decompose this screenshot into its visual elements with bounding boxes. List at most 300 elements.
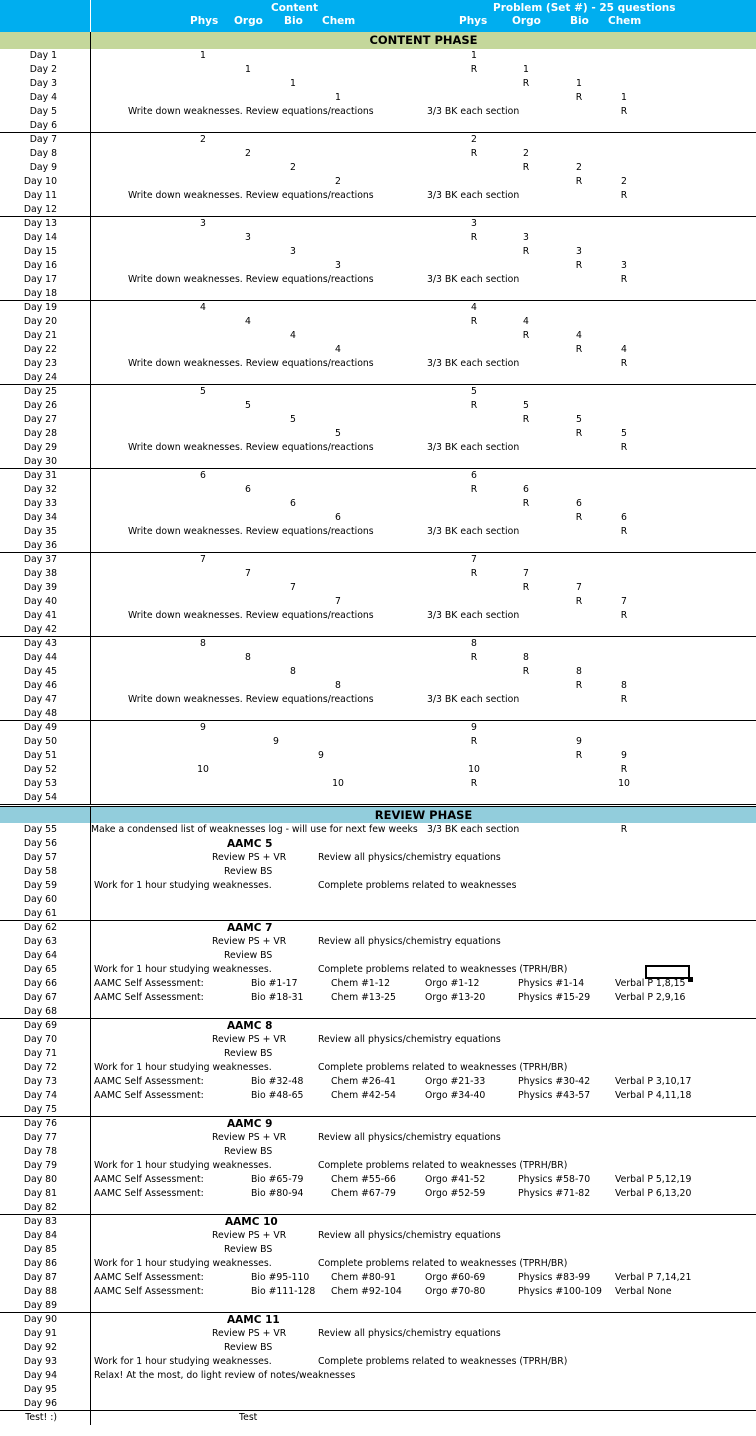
day-label[interactable]: Test! :): [25, 1412, 57, 1423]
cell-note[interactable]: Write down weaknesses. Review equations/reactions: [128, 442, 374, 453]
cell-pp[interactable]: 5: [471, 386, 477, 397]
cell-bk[interactable]: 3/3 BK each section: [427, 824, 520, 835]
cell-note[interactable]: Write down weaknesses. Review equations/reactions: [128, 358, 374, 369]
cell-pb[interactable]: 7: [576, 582, 582, 593]
day-label[interactable]: Day 49: [23, 722, 57, 733]
day-label[interactable]: Day 34: [23, 512, 57, 523]
day-label[interactable]: Day 61: [23, 908, 57, 919]
cell-pp[interactable]: 1: [471, 50, 477, 61]
cell-pc[interactable]: R: [620, 442, 628, 453]
cell-pp[interactable]: 2: [471, 134, 477, 145]
cell-cp[interactable]: 1: [200, 50, 206, 61]
cell-pb[interactable]: 4: [576, 330, 582, 341]
day-label[interactable]: Day 37: [23, 554, 57, 565]
cell-phys[interactable]: Physics #43-57: [518, 1090, 591, 1101]
cell-po[interactable]: R: [522, 162, 530, 173]
cell-co[interactable]: 7: [245, 568, 251, 579]
cell-bio[interactable]: Bio #111-128: [251, 1286, 316, 1297]
day-label[interactable]: Day 75: [23, 1104, 57, 1115]
day-label[interactable]: Day 14: [23, 232, 57, 243]
cell-ps[interactable]: Review PS + VR: [212, 852, 287, 863]
cell-pc[interactable]: 9: [621, 750, 627, 761]
cell-ps[interactable]: Review PS + VR: [212, 1230, 287, 1241]
cell-chem[interactable]: Chem #1-12: [331, 978, 391, 989]
day-label[interactable]: Day 79: [23, 1160, 57, 1171]
cell-work[interactable]: Work for 1 hour studying weaknesses.: [94, 880, 272, 891]
cell-ps[interactable]: Review PS + VR: [212, 936, 287, 947]
cell-bs[interactable]: Review BS: [224, 1048, 273, 1059]
day-label[interactable]: Day 13: [23, 218, 57, 229]
cell-cc[interactable]: 3: [335, 260, 341, 271]
cell-pb[interactable]: R: [575, 512, 583, 523]
cell-orgo[interactable]: Orgo #41-52: [425, 1174, 486, 1185]
cell-bio[interactable]: Bio #80-94: [251, 1188, 304, 1199]
day-label[interactable]: Day 68: [23, 1006, 57, 1017]
cell-cc[interactable]: 10: [332, 778, 344, 789]
cell-work[interactable]: AAMC Self Assessment:: [94, 1286, 204, 1297]
cell-work[interactable]: AAMC Self Assessment:: [94, 1188, 204, 1199]
day-label[interactable]: Day 53: [23, 778, 57, 789]
cell-cp[interactable]: 10: [197, 764, 209, 775]
cell-wide[interactable]: Make a condensed list of weaknesses log - will use for next few weeks: [91, 824, 418, 835]
cell-pb[interactable]: 6: [576, 498, 582, 509]
cell-eq[interactable]: Review all physics/chemistry equations: [318, 1034, 501, 1045]
day-label[interactable]: Day 63: [23, 936, 57, 947]
cell-verbal[interactable]: Verbal P 5,12,19: [615, 1174, 692, 1185]
cell-pb[interactable]: 8: [576, 666, 582, 677]
cell-ps[interactable]: Review PS + VR: [212, 1132, 287, 1143]
day-label[interactable]: Day 31: [23, 470, 57, 481]
cell-note[interactable]: Write down weaknesses. Review equations/reactions: [128, 610, 374, 621]
cell-bs[interactable]: Review BS: [224, 1342, 273, 1353]
cell-pb[interactable]: R: [575, 428, 583, 439]
cell-eq[interactable]: Review all physics/chemistry equations: [318, 1132, 501, 1143]
cell-pb[interactable]: 2: [576, 162, 582, 173]
cell-po[interactable]: 4: [523, 316, 529, 327]
cell-pp[interactable]: R: [470, 316, 478, 327]
day-label[interactable]: Day 28: [23, 428, 57, 439]
cell-pb[interactable]: R: [575, 260, 583, 271]
cell-pc[interactable]: R: [620, 106, 628, 117]
cell-bk[interactable]: 3/3 BK each section: [427, 106, 520, 117]
day-label[interactable]: Day 33: [23, 498, 57, 509]
day-label[interactable]: Day 85: [23, 1244, 57, 1255]
day-label[interactable]: Day 66: [23, 978, 57, 989]
cell-pp[interactable]: R: [470, 778, 478, 789]
day-label[interactable]: Day 51: [23, 750, 57, 761]
day-label[interactable]: Day 40: [23, 596, 57, 607]
day-label[interactable]: Day 76: [23, 1118, 57, 1129]
day-label[interactable]: Day 2: [29, 64, 57, 75]
day-label[interactable]: Day 90: [23, 1314, 57, 1325]
cell-co[interactable]: 4: [245, 316, 251, 327]
cell-orgo[interactable]: Orgo #70-80: [425, 1286, 486, 1297]
cell-phys[interactable]: Physics #71-82: [518, 1188, 591, 1199]
cell-orgo[interactable]: Orgo #52-59: [425, 1188, 486, 1199]
cell-chem[interactable]: Chem #26-41: [331, 1076, 396, 1087]
day-label[interactable]: Day 80: [23, 1174, 57, 1185]
day-label[interactable]: Day 16: [23, 260, 57, 271]
cell-pc[interactable]: 5: [621, 428, 627, 439]
cell-po[interactable]: R: [522, 582, 530, 593]
cell-orgo[interactable]: Orgo #1-12: [425, 978, 480, 989]
cell-cp[interactable]: 8: [200, 638, 206, 649]
day-label[interactable]: Day 57: [23, 852, 57, 863]
cell-pp[interactable]: R: [470, 232, 478, 243]
cell-pp[interactable]: R: [470, 148, 478, 159]
day-label[interactable]: Day 45: [23, 666, 57, 677]
cell-pb[interactable]: R: [575, 176, 583, 187]
day-label[interactable]: Day 91: [23, 1328, 57, 1339]
cell-po[interactable]: 1: [523, 64, 529, 75]
cell-eq[interactable]: Complete problems related to weaknesses (TPRH/BR): [318, 1062, 568, 1073]
cell-eq[interactable]: Review all physics/chemistry equations: [318, 1230, 501, 1241]
cell-bs[interactable]: Review BS: [224, 866, 273, 877]
cell-pc[interactable]: R: [620, 190, 628, 201]
day-label[interactable]: Day 77: [23, 1132, 57, 1143]
cell-eq[interactable]: Review all physics/chemistry equations: [318, 1328, 501, 1339]
cell-cp[interactable]: 2: [200, 134, 206, 145]
cell-chem[interactable]: Chem #80-91: [331, 1272, 396, 1283]
cell-pb[interactable]: 3: [576, 246, 582, 257]
cell-pb[interactable]: 5: [576, 414, 582, 425]
cell-po[interactable]: 8: [523, 652, 529, 663]
cell-po[interactable]: R: [522, 246, 530, 257]
day-label[interactable]: Day 69: [23, 1020, 57, 1031]
cell-note[interactable]: Write down weaknesses. Review equations/reactions: [128, 106, 374, 117]
cell-po[interactable]: R: [522, 498, 530, 509]
cell-verbal[interactable]: Verbal P 6,13,20: [615, 1188, 692, 1199]
cell-note[interactable]: Write down weaknesses. Review equations/reactions: [128, 694, 374, 705]
active-cell-selection[interactable]: [645, 965, 690, 979]
day-label[interactable]: Day 18: [23, 288, 57, 299]
cell-pc[interactable]: 4: [621, 344, 627, 355]
cell-bk[interactable]: 3/3 BK each section: [427, 358, 520, 369]
cell-eq[interactable]: Complete problems related to weaknesses (TPRH/BR): [318, 1356, 568, 1367]
cell-work[interactable]: Work for 1 hour studying weaknesses.: [94, 1160, 272, 1171]
cell-aamc[interactable]: AAMC 7: [227, 922, 273, 934]
day-label[interactable]: Day 94: [23, 1370, 57, 1381]
cell-po[interactable]: 6: [523, 484, 529, 495]
cell-cp[interactable]: 4: [200, 302, 206, 313]
cell-bs[interactable]: Review BS: [224, 1146, 273, 1157]
cell-pc[interactable]: R: [620, 764, 628, 775]
cell-bk[interactable]: 3/3 BK each section: [427, 694, 520, 705]
cell-pp[interactable]: 8: [471, 638, 477, 649]
day-label[interactable]: Day 54: [23, 792, 57, 803]
day-label[interactable]: Day 42: [23, 624, 57, 635]
day-label[interactable]: Day 87: [23, 1272, 57, 1283]
cell-pb[interactable]: R: [575, 92, 583, 103]
cell-work[interactable]: Work for 1 hour studying weaknesses.: [94, 1062, 272, 1073]
cell-bk[interactable]: 3/3 BK each section: [427, 190, 520, 201]
day-label[interactable]: Day 38: [23, 568, 57, 579]
fill-handle[interactable]: [688, 977, 693, 982]
day-label[interactable]: Day 50: [23, 736, 57, 747]
day-label[interactable]: Day 25: [23, 386, 57, 397]
cell-cb2[interactable]: 9: [318, 750, 324, 761]
cell-cp[interactable]: 6: [200, 470, 206, 481]
cell-po[interactable]: R: [522, 414, 530, 425]
cell-pc[interactable]: 7: [621, 596, 627, 607]
cell-bk[interactable]: 3/3 BK each section: [427, 442, 520, 453]
day-label[interactable]: Day 92: [23, 1342, 57, 1353]
cell-pp[interactable]: R: [470, 568, 478, 579]
cell-cb[interactable]: 4: [290, 330, 296, 341]
cell-pc[interactable]: 8: [621, 680, 627, 691]
day-label[interactable]: Day 56: [23, 838, 57, 849]
cell-bio[interactable]: Bio #95-110: [251, 1272, 310, 1283]
cell-bs[interactable]: Review BS: [224, 1244, 273, 1255]
cell-eq[interactable]: Complete problems related to weaknesses: [318, 880, 517, 891]
cell-cp[interactable]: 7: [200, 554, 206, 565]
cell-chem[interactable]: Chem #42-54: [331, 1090, 396, 1101]
day-label[interactable]: Day 32: [23, 484, 57, 495]
cell-co[interactable]: 1: [245, 64, 251, 75]
day-label[interactable]: Day 88: [23, 1286, 57, 1297]
cell-pc[interactable]: R: [620, 526, 628, 537]
cell-pb[interactable]: R: [575, 344, 583, 355]
cell-pp[interactable]: R: [470, 652, 478, 663]
day-label[interactable]: Day 43: [23, 638, 57, 649]
day-label[interactable]: Day 11: [23, 190, 57, 201]
day-label[interactable]: Day 86: [23, 1258, 57, 1269]
cell-pp[interactable]: 9: [471, 722, 477, 733]
cell-test[interactable]: Test: [239, 1412, 258, 1423]
cell-work[interactable]: AAMC Self Assessment:: [94, 1090, 204, 1101]
cell-po[interactable]: R: [522, 666, 530, 677]
cell-pp[interactable]: R: [470, 484, 478, 495]
cell-co[interactable]: 5: [245, 400, 251, 411]
cell-verbal[interactable]: Verbal P 7,14,21: [615, 1272, 692, 1283]
cell-work[interactable]: Work for 1 hour studying weaknesses.: [94, 964, 272, 975]
cell-cc[interactable]: 4: [335, 344, 341, 355]
day-label[interactable]: Day 81: [23, 1188, 57, 1199]
cell-orgo[interactable]: Orgo #60-69: [425, 1272, 486, 1283]
cell-eq[interactable]: Complete problems related to weaknesses (TPRH/BR): [318, 1258, 568, 1269]
cell-pb[interactable]: 1: [576, 78, 582, 89]
cell-bio[interactable]: Bio #1-17: [251, 978, 298, 989]
cell-cc[interactable]: 5: [335, 428, 341, 439]
cell-note[interactable]: Write down weaknesses. Review equations/reactions: [128, 274, 374, 285]
day-label[interactable]: Day 6: [29, 120, 57, 131]
cell-po[interactable]: R: [522, 330, 530, 341]
day-label[interactable]: Day 48: [23, 708, 57, 719]
cell-cp[interactable]: 5: [200, 386, 206, 397]
cell-ps[interactable]: Review PS + VR: [212, 1328, 287, 1339]
cell-cp[interactable]: 9: [200, 722, 206, 733]
cell-aamc[interactable]: AAMC 11: [227, 1314, 280, 1326]
cell-phys[interactable]: Physics #15-29: [518, 992, 591, 1003]
cell-co[interactable]: 6: [245, 484, 251, 495]
cell-aamc[interactable]: AAMC 5: [227, 838, 273, 850]
day-label[interactable]: Day 4: [29, 92, 57, 103]
cell-cc[interactable]: 7: [335, 596, 341, 607]
cell-verbal[interactable]: Verbal P 1,8,15: [615, 978, 686, 989]
cell-cp[interactable]: 3: [200, 218, 206, 229]
day-label[interactable]: Day 12: [23, 204, 57, 215]
cell-work[interactable]: AAMC Self Assessment:: [94, 1272, 204, 1283]
day-label[interactable]: Day 60: [23, 894, 57, 905]
day-label[interactable]: Day 41: [23, 610, 57, 621]
cell-phys[interactable]: Physics #58-70: [518, 1174, 591, 1185]
day-label[interactable]: Day 82: [23, 1202, 57, 1213]
cell-work[interactable]: Relax! At the most, do light review of notes/weaknesses: [94, 1370, 356, 1381]
cell-work[interactable]: Work for 1 hour studying weaknesses.: [94, 1356, 272, 1367]
cell-pc[interactable]: R: [620, 824, 628, 835]
cell-work[interactable]: AAMC Self Assessment:: [94, 978, 204, 989]
cell-work[interactable]: AAMC Self Assessment:: [94, 1076, 204, 1087]
day-label[interactable]: Day 24: [23, 372, 57, 383]
cell-po[interactable]: 5: [523, 400, 529, 411]
cell-cb[interactable]: 2: [290, 162, 296, 173]
cell-cb[interactable]: 8: [290, 666, 296, 677]
day-label[interactable]: Day 17: [23, 274, 57, 285]
cell-pc[interactable]: R: [620, 274, 628, 285]
cell-bio[interactable]: Bio #65-79: [251, 1174, 304, 1185]
cell-orgo[interactable]: Orgo #13-20: [425, 992, 486, 1003]
cell-phys[interactable]: Physics #100-109: [518, 1286, 602, 1297]
day-label[interactable]: Day 20: [23, 316, 57, 327]
cell-cb[interactable]: 3: [290, 246, 296, 257]
cell-bio[interactable]: Bio #32-48: [251, 1076, 304, 1087]
day-label[interactable]: Day 10: [23, 176, 57, 187]
cell-orgo[interactable]: Orgo #34-40: [425, 1090, 486, 1101]
day-label[interactable]: Day 23: [23, 358, 57, 369]
cell-pc[interactable]: R: [620, 358, 628, 369]
day-label[interactable]: Day 26: [23, 400, 57, 411]
cell-work[interactable]: AAMC Self Assessment:: [94, 992, 204, 1003]
cell-pp[interactable]: 4: [471, 302, 477, 313]
cell-pc[interactable]: R: [620, 610, 628, 621]
cell-aamc[interactable]: AAMC 8: [227, 1020, 273, 1032]
day-label[interactable]: Day 55: [23, 824, 57, 835]
cell-ps[interactable]: Review PS + VR: [212, 1034, 287, 1045]
cell-pb[interactable]: 9: [576, 736, 582, 747]
day-label[interactable]: Day 47: [23, 694, 57, 705]
cell-cb[interactable]: 1: [290, 78, 296, 89]
day-label[interactable]: Day 59: [23, 880, 57, 891]
cell-pp[interactable]: 7: [471, 554, 477, 565]
cell-cc[interactable]: 8: [335, 680, 341, 691]
cell-pp[interactable]: 3: [471, 218, 477, 229]
cell-cc[interactable]: 1: [335, 92, 341, 103]
cell-pp[interactable]: 6: [471, 470, 477, 481]
cell-chem[interactable]: Chem #67-79: [331, 1188, 396, 1199]
cell-co[interactable]: 2: [245, 148, 251, 159]
cell-pp[interactable]: 10: [468, 764, 480, 775]
day-label[interactable]: Day 64: [23, 950, 57, 961]
cell-cc[interactable]: 6: [335, 512, 341, 523]
cell-phys[interactable]: Physics #30-42: [518, 1076, 591, 1087]
day-label[interactable]: Day 36: [23, 540, 57, 551]
cell-work[interactable]: AAMC Self Assessment:: [94, 1174, 204, 1185]
day-label[interactable]: Day 96: [23, 1398, 57, 1409]
cell-cb[interactable]: 6: [290, 498, 296, 509]
cell-verbal[interactable]: Verbal P 4,11,18: [615, 1090, 692, 1101]
day-label[interactable]: Day 89: [23, 1300, 57, 1311]
cell-note[interactable]: Write down weaknesses. Review equations/reactions: [128, 526, 374, 537]
cell-verbal[interactable]: Verbal P 2,9,16: [615, 992, 686, 1003]
cell-verbal[interactable]: Verbal P 3,10,17: [615, 1076, 692, 1087]
day-label[interactable]: Day 73: [23, 1076, 57, 1087]
cell-pc[interactable]: R: [620, 694, 628, 705]
cell-bk[interactable]: 3/3 BK each section: [427, 526, 520, 537]
day-label[interactable]: Day 19: [23, 302, 57, 313]
day-label[interactable]: Day 52: [23, 764, 57, 775]
cell-po[interactable]: 7: [523, 568, 529, 579]
day-label[interactable]: Day 83: [23, 1216, 57, 1227]
cell-bk[interactable]: 3/3 BK each section: [427, 274, 520, 285]
day-label[interactable]: Day 46: [23, 680, 57, 691]
cell-pp[interactable]: R: [470, 64, 478, 75]
day-label[interactable]: Day 5: [29, 106, 57, 117]
day-label[interactable]: Day 95: [23, 1384, 57, 1395]
day-label[interactable]: Day 3: [29, 78, 57, 89]
day-label[interactable]: Day 9: [29, 162, 57, 173]
day-label[interactable]: Day 70: [23, 1034, 57, 1045]
cell-cb[interactable]: 7: [290, 582, 296, 593]
cell-pc[interactable]: 1: [621, 92, 627, 103]
cell-pb[interactable]: R: [575, 596, 583, 607]
cell-pb[interactable]: R: [575, 750, 583, 761]
cell-phys[interactable]: Physics #83-99: [518, 1272, 591, 1283]
day-label[interactable]: Day 58: [23, 866, 57, 877]
day-label[interactable]: Day 62: [23, 922, 57, 933]
cell-po[interactable]: 3: [523, 232, 529, 243]
cell-bio[interactable]: Bio #18-31: [251, 992, 304, 1003]
cell-co[interactable]: 8: [245, 652, 251, 663]
cell-eq[interactable]: Review all physics/chemistry equations: [318, 852, 501, 863]
day-label[interactable]: Day 65: [23, 964, 57, 975]
cell-eq[interactable]: Complete problems related to weaknesses (TPRH/BR): [318, 1160, 568, 1171]
day-label[interactable]: Day 15: [23, 246, 57, 257]
day-label[interactable]: Day 78: [23, 1146, 57, 1157]
cell-bs[interactable]: Review BS: [224, 950, 273, 961]
day-label[interactable]: Day 71: [23, 1048, 57, 1059]
cell-bio[interactable]: Bio #48-65: [251, 1090, 304, 1101]
day-label[interactable]: Day 21: [23, 330, 57, 341]
day-label[interactable]: Day 22: [23, 344, 57, 355]
day-label[interactable]: Day 72: [23, 1062, 57, 1073]
day-label[interactable]: Day 8: [29, 148, 57, 159]
day-label[interactable]: Day 35: [23, 526, 57, 537]
cell-eq[interactable]: Complete problems related to weaknesses (TPRH/BR): [318, 964, 568, 975]
cell-po[interactable]: 2: [523, 148, 529, 159]
day-label[interactable]: Day 7: [29, 134, 57, 145]
cell-bk[interactable]: 3/3 BK each section: [427, 610, 520, 621]
cell-chem[interactable]: Chem #55-66: [331, 1174, 396, 1185]
day-label[interactable]: Day 1: [29, 50, 57, 61]
day-label[interactable]: Day 39: [23, 582, 57, 593]
cell-cb[interactable]: 5: [290, 414, 296, 425]
cell-verbal[interactable]: Verbal None: [615, 1286, 672, 1297]
cell-pc[interactable]: 2: [621, 176, 627, 187]
cell-chem[interactable]: Chem #92-104: [331, 1286, 402, 1297]
day-label[interactable]: Day 84: [23, 1230, 57, 1241]
day-label[interactable]: Day 30: [23, 456, 57, 467]
day-label[interactable]: Day 27: [23, 414, 57, 425]
day-label[interactable]: Day 93: [23, 1356, 57, 1367]
cell-note[interactable]: Write down weaknesses. Review equations/reactions: [128, 190, 374, 201]
cell-pc[interactable]: 6: [621, 512, 627, 523]
cell-eq[interactable]: Review all physics/chemistry equations: [318, 936, 501, 947]
cell-pp[interactable]: R: [470, 400, 478, 411]
cell-co[interactable]: 3: [245, 232, 251, 243]
cell-work[interactable]: Work for 1 hour studying weaknesses.: [94, 1258, 272, 1269]
day-label[interactable]: Day 29: [23, 442, 57, 453]
day-label[interactable]: Day 44: [23, 652, 57, 663]
